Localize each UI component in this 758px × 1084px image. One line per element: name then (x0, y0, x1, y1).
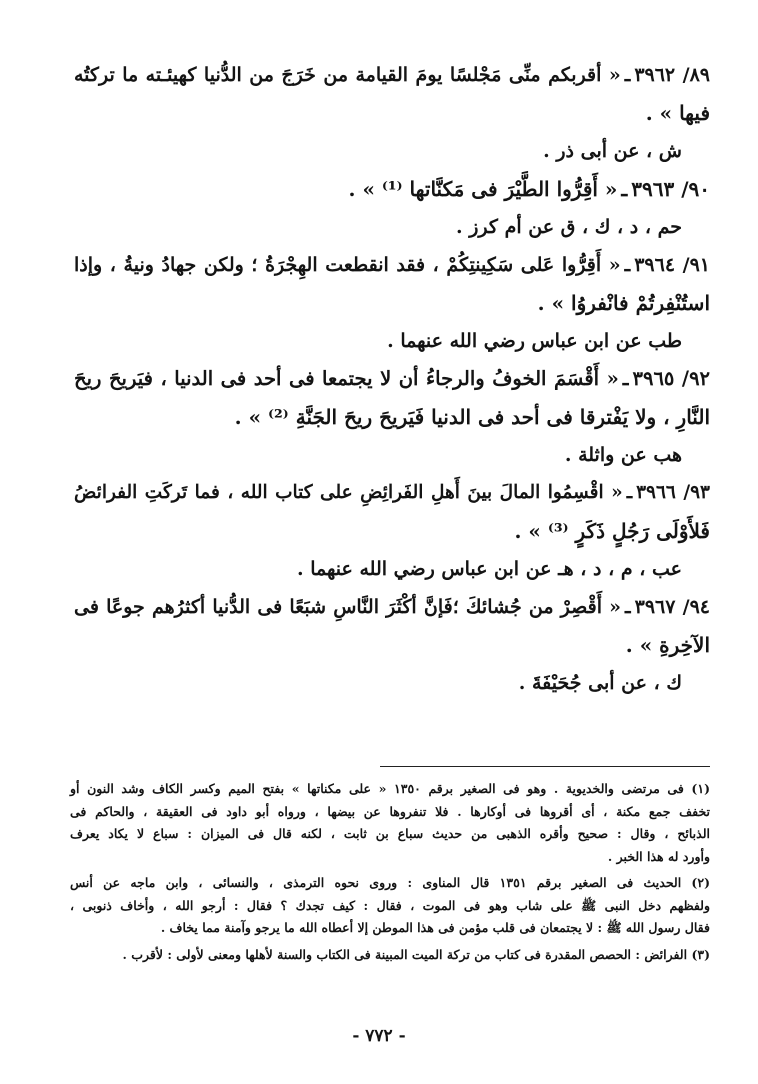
hadith-number: ٩١/ ٣٩٦٤ (634, 254, 710, 276)
hadith-line: ٩٤/ ٣٩٦٧ـ« أَقْصِرْ من جُشائكَ ؛فَإنَّ أكْثَرَ النَّاسِ شبَعًا فى الدُّنيا أكثرُهم جوعًا فى (74, 596, 710, 618)
hadith-source: طب عن ابن عباس رضي الله عنهما . (387, 330, 682, 352)
hadith-text: « أَقْسَمَ الخوفُ والرجاءُ أن لا يجتمعا فى أحد فى الدنيا ، فيَريحَ ريحَ (74, 367, 619, 390)
hadith-line: ٩١/ ٣٩٦٤ـ« أَقِرُّوا عَلى سَكِينتِكُمْ ، فقد انقطعت الهِجْرَةُ ؛ ولكن جهادُ ونيةُ ، وإذا (74, 254, 710, 276)
hadith-list (74, 56, 710, 702)
hadith-text: « أَقِرُّوا عَلى سَكِينتِكُمْ ، فقد انقطعت الهِجْرَةُ ؛ ولكن جهادُ ونيةُ ، وإذا (74, 254, 621, 276)
hadith-number: ٩٣/ ٣٩٦٦ (636, 482, 710, 503)
hadith-source: ك ، عن أبى جُحَيْفَةَ . (518, 672, 682, 694)
hadith-source: هب عن واثلة . (564, 444, 682, 466)
hadith-line (74, 626, 710, 664)
hadith-text: « أَقِرُّوا الطَّيْرَ فى مَكنَّاتها ⁽¹⁾ » . (348, 177, 618, 201)
hadith-line (74, 284, 710, 322)
footnote-line: (٢) الحديث فى الصغير برقم ١٣٥١ قال المناوى : وروى نحوه الترمذى ، والنسائى ، وابن ماجه عن أنس (70, 875, 710, 890)
hadith-source: ش ، عن أبى ذر . (543, 140, 682, 162)
footnote-line: فقال رسول الله ﷺ : لا يجتمعان فى قلب مؤمن فى هذا الموطن إلا أعطاه الله ما يرجو وآمنة مما يخاف . (160, 920, 710, 935)
hadith-text: الآخِرةِ » . (625, 633, 710, 657)
hadith-line (74, 512, 710, 550)
hadith-line: ٨٩/ ٣٩٦٢ـ« أقربكم منِّى مَجْلسًا يومَ القيامة من خَرَجَ من الدُّنيا كهيئـته ما تركتُه (74, 64, 710, 86)
footnote-line: (١) فى مرتضى والخديوية . وهو فى الصغير برقم ١٣٥٠ « على مكناتها » بفتح الميم وكسر الكاف وشد النون أو (70, 781, 710, 796)
hadith-text: فَلأَوْلَى رَجُلٍ ذَكَرٍ ⁽³⁾ » . (514, 519, 710, 543)
hadith-line: ٩٢/ ٣٩٦٥ـ« أَقْسَمَ الخوفُ والرجاءُ أن لا يجتمعا فى أحد فى الدنيا ، فيَريحَ ريحَ (74, 367, 711, 390)
hadith-source: عب ، م ، د ، هـ عن ابن عباس رضي الله عنهما . (297, 558, 682, 580)
hadith-line (74, 94, 710, 132)
footnotes (70, 778, 710, 966)
hadith-text: « أَقْصِرْ من جُشائكَ ؛فَإنَّ أكْثَرَ النَّاسِ شبَعًا فى الدُّنيا أكثرُهم جوعًا فى (74, 596, 622, 618)
footnote-line: (٣) الفرائض : الحصص المقدرة فى كتاب من تركة الميت المبينة فى الكتاب والسنة لأهلها ومعنى لأولى : لأقرب . (122, 946, 710, 962)
hadith-number: ٩٢/ ٣٩٦٥ (632, 367, 711, 390)
footnote-divider (380, 766, 710, 767)
page-number: - ٧٧٢ - (352, 1026, 406, 1046)
footnote-line: تخفف جمع مكنة ، أى أقروها فى أوكارها . فلا تنفروها عن بيضها ، ورواه أبو داود فى العقيقة ، والحاكم فى (70, 803, 710, 819)
hadith-source: حم ، د ، ك ، ق عن أم كرز . (456, 216, 682, 238)
hadith-line: ٩٣/ ٣٩٦٦ـ« اقْسِمُوا المالَ بينَ أَهلِ الفَرائِضِ على كتاب الله ، فما تَركَتِ الفرائضُ (74, 482, 710, 503)
hadith-line (74, 398, 710, 436)
hadith-text: فيها » . (645, 101, 710, 125)
hadith-number: ٩٠/ ٣٩٦٣ (631, 177, 710, 201)
footnote-line: ولفظهم دخل النبى ﷺ على شاب وهو فى الموت ، فقال : كيف تجدك ؟ فقال : أرجو الله ، وأخاف ذنوبى ، (70, 897, 710, 913)
hadith-text: « اقْسِمُوا المالَ بينَ أَهلِ الفَرائِضِ على كتاب الله ، فما تَركَتِ الفرائضُ (74, 482, 623, 503)
footnote-line: وأورد له هذا الخبر . (607, 848, 710, 864)
hadith-text: استُنْفِرتُمْ فانْفروُا » . (537, 291, 710, 315)
hadith-number: ٨٩/ ٣٩٦٢ (634, 64, 710, 86)
hadith-line: ٩٠/ ٣٩٦٣ـ« أَقِرُّوا الطَّيْرَ فى مَكنَّاتها ⁽¹⁾ » . (348, 177, 710, 201)
footnote-line: الذبائح ، وقال : صحيح وأقره الذهبى من حديث سباع بن ثابت ، لكنه قال فى الميزان : سباع لا يكاد يعرف (70, 826, 710, 841)
hadith-text: النَّارِ ، ولا يَفْترقا فى أحد فى الدنيا فَيَريحَ ريحَ الجَنَّةِ ⁽²⁾ » . (234, 405, 710, 429)
hadith-number: ٩٤/ ٣٩٦٧ (634, 596, 710, 618)
hadith-text: « أقربكم منِّى مَجْلسًا يومَ القيامة من خَرَجَ من الدُّنيا كهيئـته ما تركتُه (74, 64, 621, 86)
